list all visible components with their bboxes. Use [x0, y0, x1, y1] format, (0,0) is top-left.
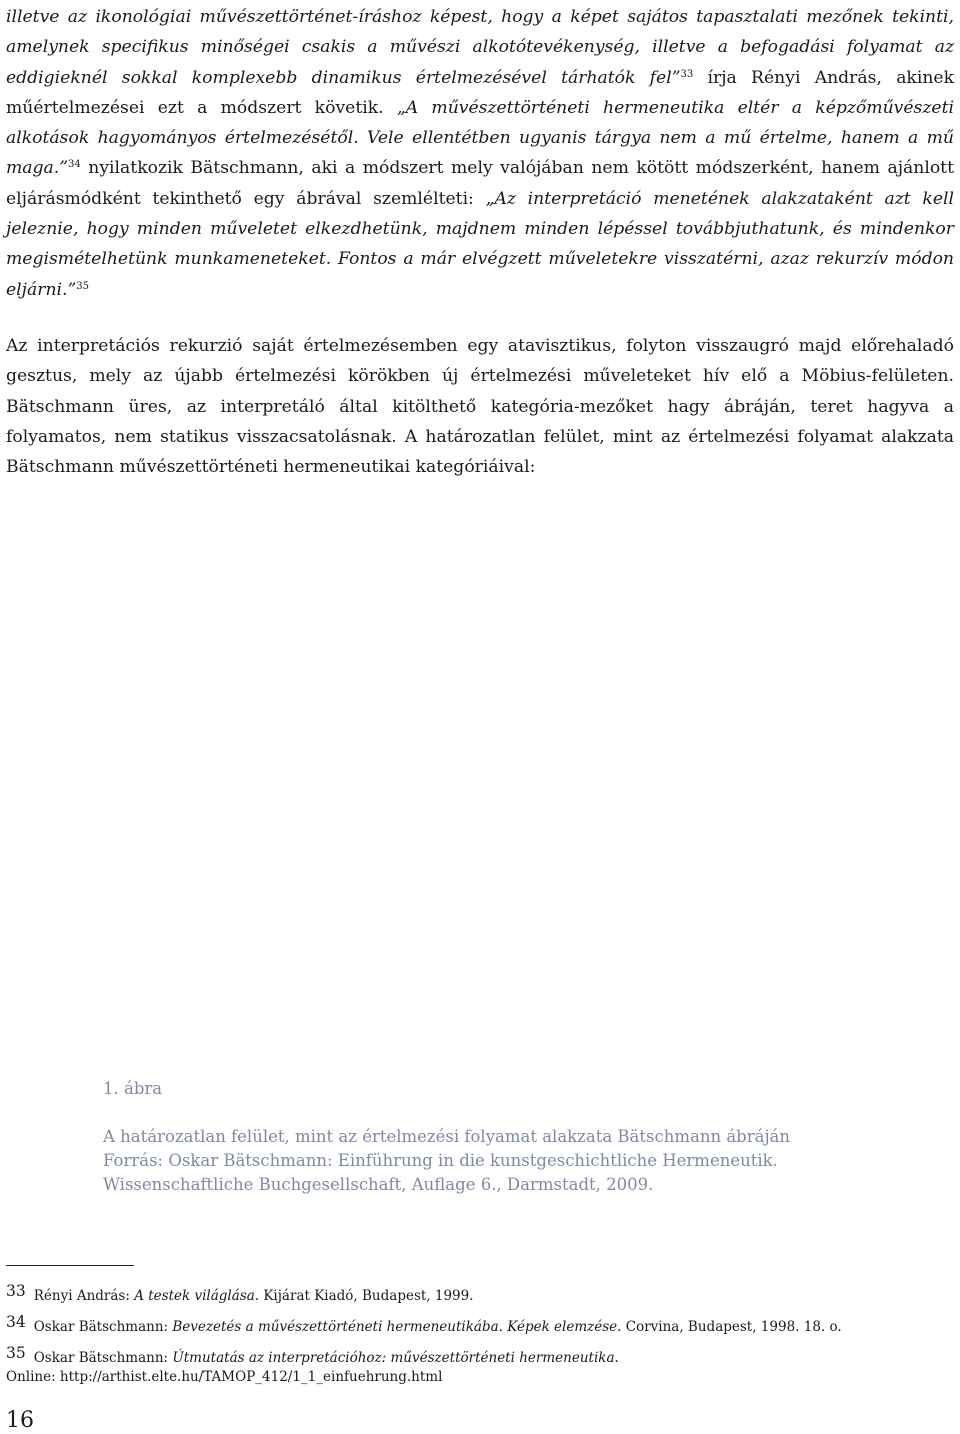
figure-caption-source: Forrás: Oskar Bätschmann: Einführung in die kunstgeschichtliche Hermeneutik.: [103, 1151, 778, 1170]
figure-caption-line: A határozatlan felület, mint az értelmezési folyamat alakzata Bätschmann ábráján: [103, 1127, 791, 1146]
footnote-35: [6, 1344, 946, 1387]
footnote-ref-33[interactable]: 33: [680, 68, 694, 80]
quote-batschmann-2: „Az interpretáció menetének alakzataként azt kell jeleznie, hogy minden műveletet elkezdhetünk, majdnem minden lépéssel továbbjuthatunk, és mindenkor megismételhetünk munkameneteket. Fontos a már elvégzett műveletekre visszatérni, azaz rekurzív módon eljárni.”: [6, 188, 954, 300]
footnote-author: Rényi András:: [33, 1288, 135, 1304]
body-paragraph-2: Az interpretációs rekurzió saját értelmezésemben egy atavisztikus, folyton visszaugró majd előrehaladó gesztus, mely az újabb értelmezési körökben új értelmezési műveleteket hív elő a Möbius-felületen. Bätschmann üres, az interpretáló által kitölthető kategória-mezőket hagy ábráján, teret hagyva a folyamatos, nem statikus visszacsatolásnak. A határozatlan felület, mint az értelmezési folyamat alakzata Bätschmann művészettörténeti hermeneutikai kategóriáival:: [6, 336, 954, 478]
footnote-number: 33: [6, 1282, 26, 1300]
body-paragraph-1: [6, 2, 954, 305]
footnote-title: Bevezetés a művészettörténeti hermeneutikába. Képek elemzése: [172, 1319, 618, 1335]
footnote-ref-35[interactable]: 35: [76, 280, 90, 292]
figure-number: 1. ábra: [103, 1079, 163, 1098]
figure-caption: [103, 1125, 943, 1197]
footnote-separator: [6, 1265, 134, 1266]
footnote-rest: . Kijárat Kiadó, Budapest, 1999.: [254, 1288, 474, 1304]
figure-caption-publisher: Wissenschaftliche Buchgesellschaft, Auflage 6., Darmstadt, 2009.: [103, 1175, 654, 1194]
footnote-online-link[interactable]: Online: http://arthist.elte.hu/TAMOP_412/1_1_einfuehrung.html: [6, 1369, 443, 1385]
footnote-34: [6, 1313, 946, 1337]
paragraph-text: írja Rényi András, akinek műértelmezései ezt a módszert követik.: [6, 67, 955, 118]
quote-batschmann-1: „A művészettörténeti hermeneutika eltér a képzőművészeti alkotások hagyományos értelmezésétől. Vele ellentétben ugyanis tárgya nem a mű értelme, hanem a mű maga.”: [6, 97, 954, 179]
footnote-rest: . Corvina, Budapest, 1998. 18. o.: [617, 1319, 842, 1335]
footnote-author: Oskar Bätschmann:: [33, 1350, 173, 1366]
footnote-33: [6, 1282, 946, 1306]
quote-intro: illetve az ikonológiai művészettörténet-íráshoz képest, hogy a képet sajátos tapasztalati mezőnek tekinti, amelynek specifikus minőségei csakis a művészi alkotótevékenység, illetve a befogadási folyamat az eddigieknél sokkal komplexebb dinamikus értelmezésével tárhatók fel”: [6, 7, 954, 88]
footnote-number: 34: [6, 1313, 26, 1331]
footnote-ref-34[interactable]: 34: [68, 159, 81, 171]
footnote-number: 35: [6, 1344, 26, 1362]
page-number: 16: [6, 1408, 34, 1433]
paragraph-text: nyilatkozik Bätschmann, aki a módszert mely valójában nem kötött módszerként, hanem ajánlott eljárásmódként tekinthető egy ábrával szemlélteti:: [6, 158, 954, 209]
footnote-title: A testek világlása: [134, 1288, 255, 1304]
footnote-author: Oskar Bätschmann:: [33, 1319, 173, 1335]
footnote-title: Útmutatás az interpretációhoz: művészettörténeti hermeneutika.: [172, 1350, 619, 1366]
